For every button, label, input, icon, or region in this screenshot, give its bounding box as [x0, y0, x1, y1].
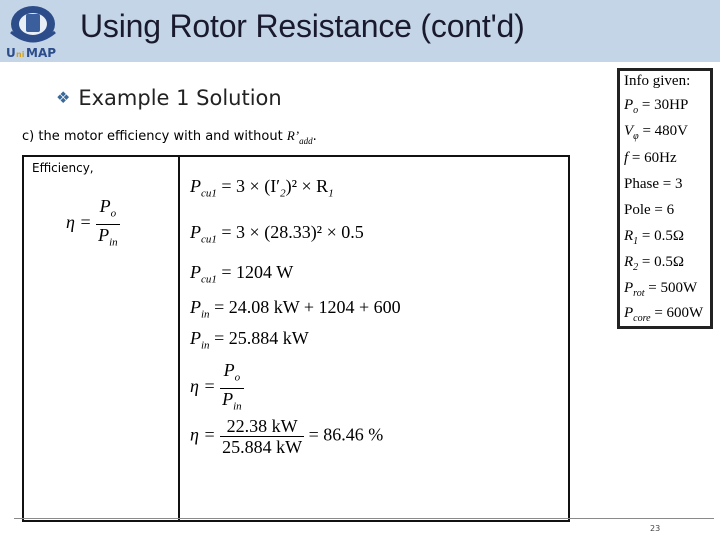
info-row: $P_o = 30HP$ [624, 97, 689, 116]
info-given-box [617, 68, 713, 329]
eta-formula-left: η = $\frac{P_o}{P_{in}}$ [66, 196, 118, 249]
info-row: $R_1 = 0.5\Omega$ [624, 228, 685, 247]
pcu1-formula-2: $P_{cu1} = 3 \times (28.33)^2 \times 0.5$ [190, 222, 364, 246]
info-row: $V_\varphi = 480V$ [624, 123, 689, 142]
svg-text:U: U [6, 46, 16, 60]
info-row: $P_{core} = 600W$ [624, 305, 704, 324]
info-row: f = 60Hz [624, 150, 677, 166]
slide-title: Using Rotor Resistance (cont'd) [80, 8, 525, 44]
svg-text:ni: ni [16, 50, 25, 59]
unimap-logo [2, 2, 64, 60]
section-heading: ❖ Example 1 Solution [56, 86, 282, 110]
question-line: c) the motor efficiency with and without $R’_{add}$. [22, 128, 317, 146]
pin-formula-1: $P_{in} = 24.08$ kW + 1204 + 600 [190, 297, 401, 321]
info-row: Pole = 6 [624, 202, 675, 218]
info-row: $R_2 = 0.5\Omega$ [624, 254, 685, 273]
diamond-bullet-icon: ❖ [56, 88, 71, 107]
eta-result-formula: η = $\frac{22.38 kW}{25.884 kW}$ = 86.46 % [190, 416, 384, 457]
pcu1-formula-1: $P_{cu1} = 3 \times (I'_2)^2 \times R_1$ [190, 176, 334, 200]
info-row: $P_{rot} = 500W$ [624, 280, 698, 299]
header-bar [0, 0, 720, 62]
footer-divider [14, 518, 714, 519]
efficiency-label: Efficiency, [32, 161, 94, 175]
eta-formula-right: η = $\frac{P_o}{P_{in}}$ [190, 360, 242, 413]
pcu1-formula-3: $P_{cu1} = 1204$ W [190, 262, 294, 286]
page-number: 23 [650, 524, 661, 533]
info-title: Info given: [624, 73, 691, 89]
svg-text:MAP: MAP [26, 46, 57, 60]
pin-formula-2: $P_{in} = 25.884$ kW [190, 328, 309, 352]
info-row: Phase = 3 [624, 176, 683, 192]
